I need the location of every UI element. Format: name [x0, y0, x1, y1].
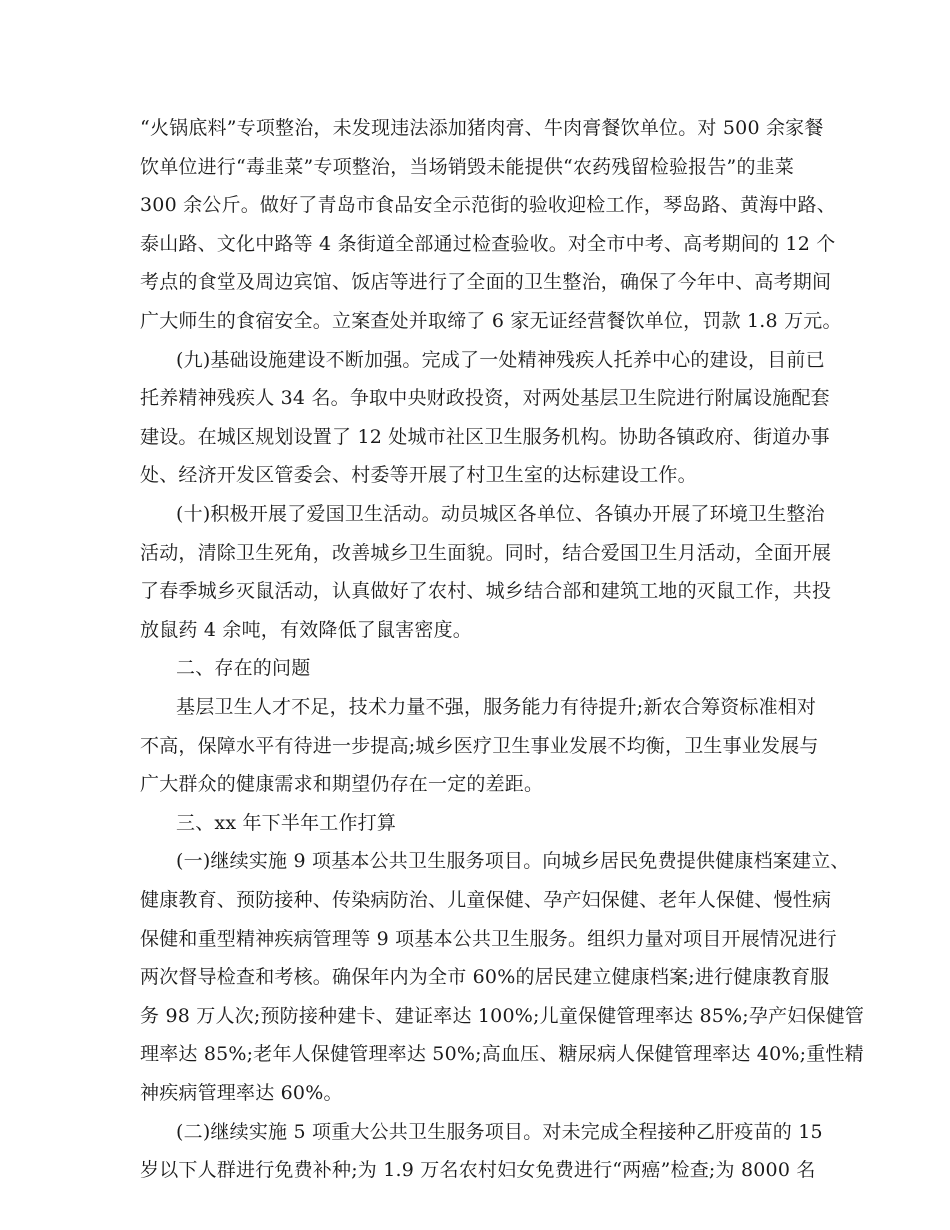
paragraph-line: 饮单位进行“毒韭菜”专项整治，当场销毁未能提供“农药残留检验报告”的韭菜: [140, 155, 795, 178]
paragraph-line: 广大师生的食宿安全。立案查处并取缔了 6 家无证经营餐饮单位，罚款 1.8 万元。: [140, 310, 842, 332]
paragraph-line: 理率达 85%;老年人保健管理率达 50%;高血压、糖尿病人保健管理率达 40%;重性精: [140, 1043, 864, 1066]
paragraph-line: 岁以下人群进行免费补种;为 1.9 万名农村妇女免费进行“两癌”检查;为 8000 名: [140, 1159, 816, 1182]
paragraph-first-line: (二)继续实施 5 项重大公共卫生服务项目。对未完成全程接种乙肝疫苗的 15: [176, 1120, 823, 1143]
paragraph-line: 务 98 万人次;预防接种建卡、建证率达 100%;儿童保健管理率达 85%;孕产妇保健管: [140, 1004, 865, 1027]
paragraph-line: 托养精神残疾人 34 名。争取中央财政投资，对两处基层卫生院进行附属设施配套: [140, 387, 830, 410]
paragraph-first-line: (九)基础设施建设不断加强。完成了一处精神残疾人托养中心的建设，目前已: [176, 348, 825, 371]
paragraph-line: 保健和重型精神疾病管理等 9 项基本公共卫生服务。组织力量对项目开展情况进行: [140, 927, 837, 950]
paragraph-line: 活动，清除卫生死角，改善城乡卫生面貌。同时，结合爱国卫生月活动，全面开展: [140, 541, 832, 564]
paragraph-first-line: (一)继续实施 9 项基本公共卫生服务项目。向城乡居民免费提供健康档案建立、: [176, 850, 850, 873]
paragraph-line: 处、经济开发区管委会、村委等开展了村卫生室的达标建设工作。: [140, 464, 697, 487]
paragraph-line: 不高，保障水平有待进一步提高;城乡医疗卫生事业发展不均衡，卫生事业发展与: [140, 734, 819, 757]
paragraph-line: 300 余公斤。做好了青岛市食品安全示范街的验收迎检工作，琴岛路、黄海中路、: [140, 194, 836, 217]
paragraph-first-line: 基层卫生人才不足，技术力量不强，服务能力有待提升;新农合筹资标准相对: [176, 696, 817, 718]
paragraph-line: 建设。在城区规划设置了 12 处城市社区卫生服务机构。协助各镇政府、街道办事: [140, 425, 830, 448]
paragraph-line: 广大群众的健康需求和期望仍存在一定的差距。: [140, 773, 544, 796]
paragraph-line: “火锅底料”专项整治，未发现违法添加猪肉膏、牛肉膏餐饮单位。对 500 余家餐: [140, 117, 824, 139]
paragraph-line: 了春季城乡灭鼠活动，认真做好了农村、城乡结合部和建筑工地的灭鼠工作，共投: [140, 580, 832, 603]
paragraph-first-line: (十)积极开展了爱国卫生活动。动员城区各单位、各镇办开展了环境卫生整治: [176, 503, 825, 525]
paragraph-line: 泰山路、文化中路等 4 条街道全部通过检查验收。对全市中考、高考期间的 12 个: [140, 232, 836, 255]
paragraph-line: 放鼠药 4 余吨，有效降低了鼠害密度。: [140, 618, 472, 641]
paragraph-line: 两次督导检查和考核。确保年内为全市 60%的居民建立健康档案;进行健康教育服: [140, 966, 830, 989]
paragraph-line: 神疾病管理率达 60%。: [140, 1082, 343, 1104]
paragraph-line: 健康教育、预防接种、传染病防治、儿童保健、孕产妇保健、老年人保健、慢性病: [140, 889, 832, 911]
paragraph-first-line: 二、存在的问题: [176, 657, 311, 680]
paragraph-first-line: 三、xx 年下半年工作打算: [176, 811, 397, 834]
paragraph-line: 考点的食堂及周边宾馆、饭店等进行了全面的卫生整治，确保了今年中、高考期间: [140, 271, 832, 294]
